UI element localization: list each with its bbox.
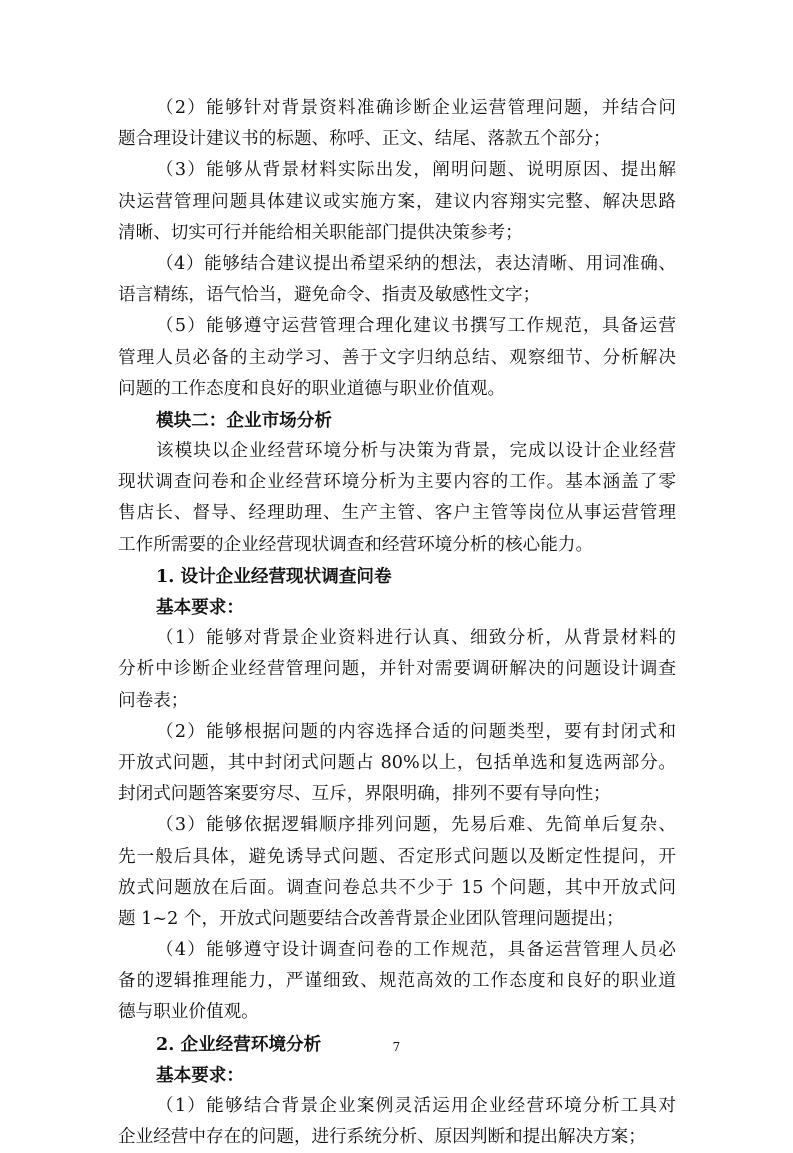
text-line: 语言精练，语气恰当，避免命令、指责及敏感性文字； [118,285,541,306]
section-heading [118,1060,676,1091]
text-line: 企业经营中存在的问题，进行系统分析、原因判断和提出解决方案； [118,1127,646,1148]
text-line: （3）能够依据逻辑顺序排列问题，先易后难、先简单后复杂、 [156,815,676,836]
heading-text: 2. 企业经营环境分析 [156,1033,322,1055]
text-line: （4）能够结合建议提出希望采纳的想法，表达清晰、用词准确、 [156,253,676,274]
page-number: 7 [392,1040,401,1054]
section-heading [118,405,676,436]
text-line: （4）能够遵守设计调查问卷的工作规范，具备运营管理人员必 [156,940,676,961]
text-line: 放式问题放在后面。调查问卷总共不少于 15 个问题，其中开放式问 [118,877,676,898]
text-line: （2）能够根据问题的内容选择合适的问题类型，要有封闭式和 [156,721,676,742]
paragraph [118,249,676,311]
paragraph [118,810,676,935]
text-line: （1）能够对背景企业资料进行认真、细致分析，从背景材料的 [156,628,676,649]
text-line: 德与职业价值观。 [118,1002,259,1023]
section-heading [118,592,676,623]
paragraph [118,935,676,1029]
document-body [118,93,676,1153]
text-line: （5）能够遵守运营管理合理化建议书撰写工作规范，具备运营 [156,316,676,337]
text-line: 先一般后具体，避免诱导式问题、否定形式问题以及断定性提问，开 [118,846,676,867]
section-heading [118,561,676,592]
text-line: 问题的工作态度和良好的职业道德与职业价值观。 [118,378,506,399]
text-line: 售店长、督导、经理助理、生产主管、客户主管等岗位从事运营管理 [118,503,676,524]
text-line: 管理人员必备的主动学习、善于文字归纳总结、观察细节、分析解决 [118,347,676,368]
text-line: 题合理设计建议书的标题、称呼、正文、结尾、落款五个部分； [118,129,611,150]
paragraph [118,93,676,155]
text-line: 分析中诊断企业经营管理问题，并针对需要调研解决的问题设计调查 [118,659,676,680]
text-line: 开放式问题，其中封闭式问题占 80%以上，包括单选和复选两部分。 [118,752,676,773]
heading-text: 1. 设计企业经营现状调查问卷 [156,565,392,587]
text-line: 该模块以企业经营环境分析与决策为背景，完成以设计企业经营 [156,441,676,462]
text-line: （2）能够针对背景资料准确诊断企业运营管理问题，并结合问 [156,98,676,118]
heading-text: 模块二：企业市场分析 [156,409,332,431]
text-line: 决运营管理问题具体建议或实施方案，建议内容翔实完整、解决思路 [118,191,676,212]
paragraph [118,717,676,811]
text-line: 封闭式问题答案要穷尽、互斥，界限明确，排列不要有导向性； [118,784,611,805]
text-line: 问卷表； [118,690,189,711]
text-line: 工作所需要的企业经营现状调查和经营环境分析的核心能力。 [118,534,594,555]
paragraph [118,623,676,717]
heading-text: 基本要求： [156,597,244,618]
text-line: 清晰、切实可行并能给相关职能部门提供决策参考； [118,222,523,243]
text-line: 现状调查问卷和企业经营环境分析为主要内容的工作。基本涵盖了零 [118,472,676,493]
text-line: （1）能够结合背景企业案例灵活运用企业经营环境分析工具对 [156,1096,676,1116]
paragraph [118,311,676,405]
text-line: 备的逻辑推理能力，严谨细致、规范高效的工作态度和良好的职业道 [118,971,676,992]
paragraph [118,436,676,561]
text-line: （3）能够从背景材料实际出发，阐明问题、说明原因、提出解 [156,160,676,181]
heading-text: 基本要求： [156,1064,244,1086]
paragraph [118,1091,676,1153]
text-line: 题 1~2 个，开放式问题要结合改善背景企业团队管理问题提出； [118,908,624,929]
paragraph [118,155,676,249]
